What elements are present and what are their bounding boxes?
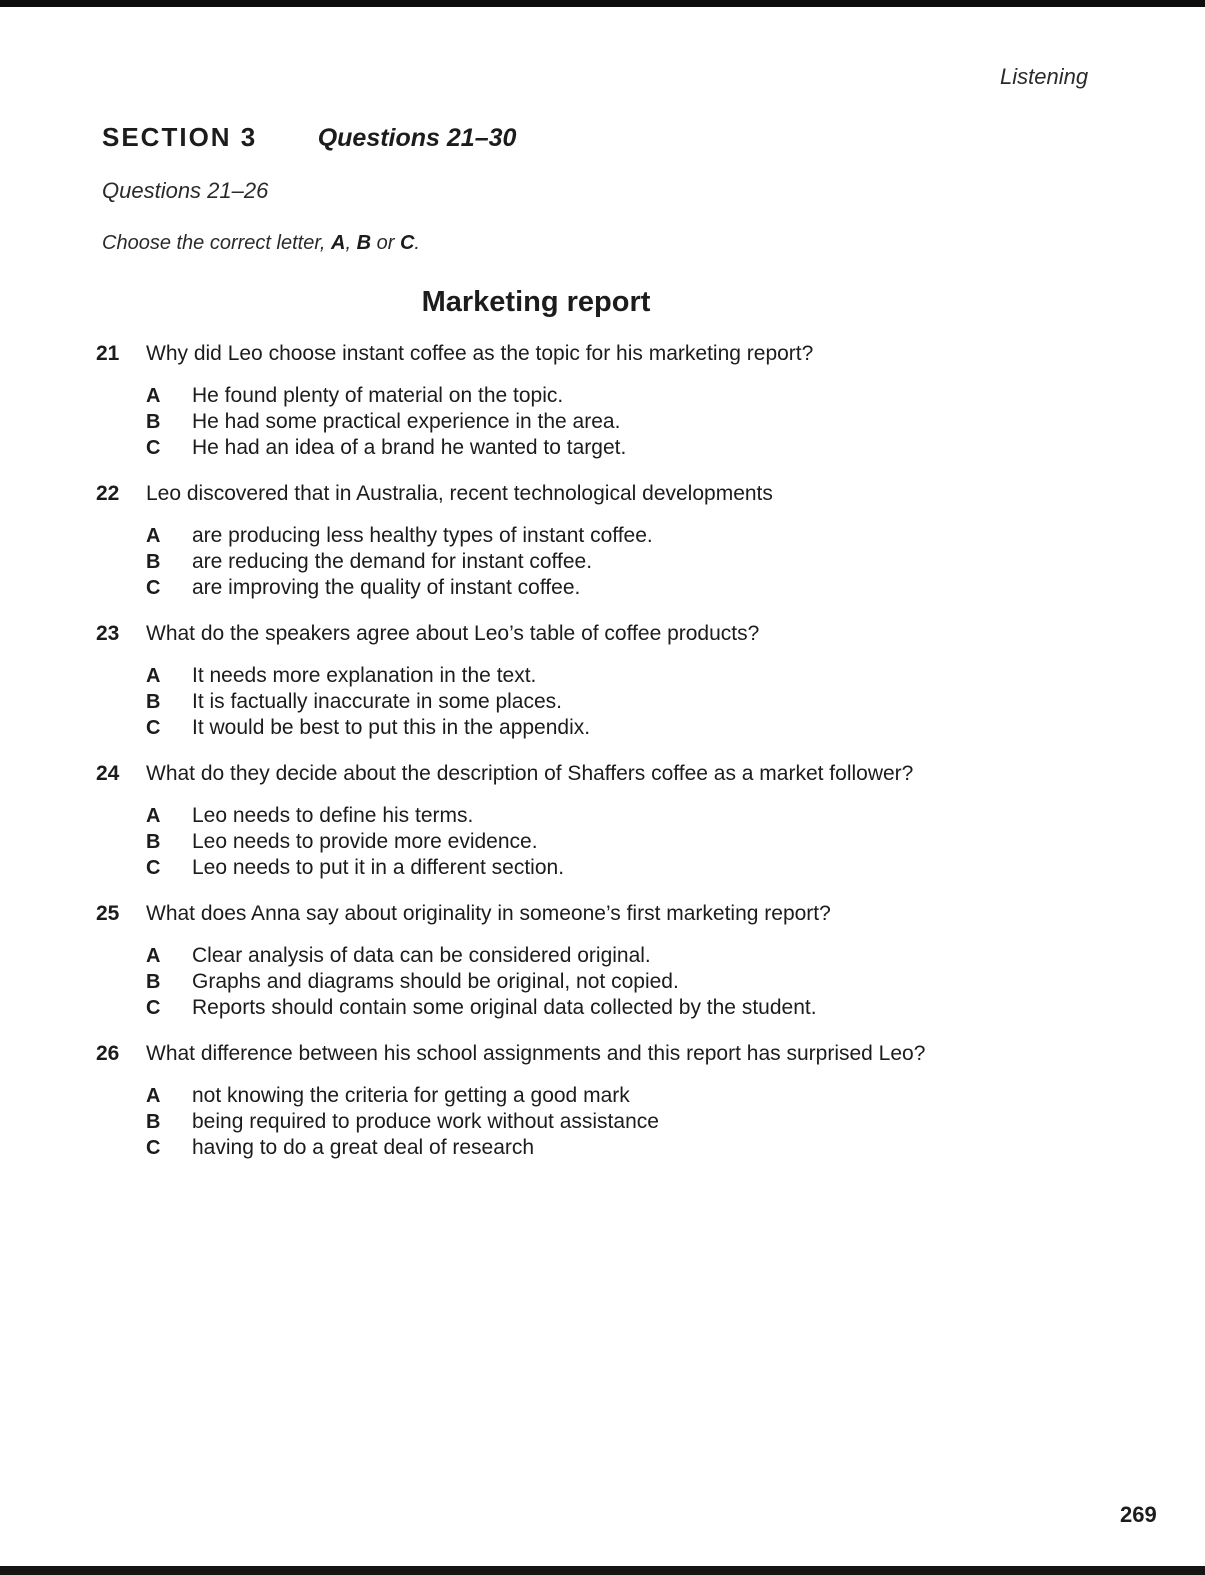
option-letter: B bbox=[146, 691, 161, 713]
question-26 bbox=[96, 1041, 976, 1161]
answer-options bbox=[146, 943, 976, 1021]
option-a bbox=[146, 523, 976, 549]
option-c bbox=[146, 995, 976, 1021]
question-21 bbox=[96, 341, 976, 461]
option-text: Leo needs to put it in a different section. bbox=[192, 856, 565, 879]
section-question-range: Questions 21–30 bbox=[317, 124, 517, 152]
option-b bbox=[146, 829, 976, 855]
option-letter: A bbox=[146, 1085, 161, 1107]
option-letter: B bbox=[146, 411, 161, 433]
option-letter: C bbox=[146, 717, 161, 739]
option-text: are producing less healthy types of instant coffee. bbox=[192, 524, 653, 547]
question-text: What difference between his school assignments and this report has surprised Leo? bbox=[146, 1042, 926, 1065]
option-letter: B bbox=[146, 831, 161, 853]
option-b bbox=[146, 969, 976, 995]
option-a bbox=[146, 943, 976, 969]
option-text: are improving the quality of instant coffee. bbox=[192, 576, 581, 599]
question-stem bbox=[96, 621, 976, 647]
instruction-letter-c: C bbox=[399, 232, 415, 254]
instruction bbox=[102, 232, 420, 255]
option-letter: C bbox=[146, 997, 161, 1019]
option-letter: A bbox=[146, 665, 161, 687]
running-head: Listening bbox=[1000, 64, 1089, 89]
question-text: Why did Leo choose instant coffee as the topic for his marketing report? bbox=[146, 342, 814, 365]
option-letter: B bbox=[146, 1111, 161, 1133]
option-a bbox=[146, 663, 976, 689]
option-letter: C bbox=[146, 577, 161, 599]
option-text: He had an idea of a brand he wanted to target. bbox=[192, 436, 627, 459]
question-stem bbox=[96, 761, 976, 787]
instruction-letter-a: A bbox=[331, 232, 346, 254]
option-b bbox=[146, 1109, 976, 1135]
answer-options bbox=[146, 523, 976, 601]
option-text: It is factually inaccurate in some places. bbox=[192, 690, 563, 713]
option-letter: C bbox=[146, 437, 161, 459]
option-letter: A bbox=[146, 385, 161, 407]
question-number: 23 bbox=[96, 622, 120, 645]
question-list bbox=[96, 341, 976, 1181]
option-c bbox=[146, 435, 976, 461]
question-stem bbox=[96, 1041, 976, 1067]
option-b bbox=[146, 549, 976, 575]
question-number: 26 bbox=[96, 1042, 120, 1065]
option-text: are reducing the demand for instant coffee. bbox=[192, 550, 593, 573]
option-text: He had some practical experience in the area. bbox=[192, 410, 621, 433]
question-stem bbox=[96, 481, 976, 507]
question-text: What do they decide about the description of Shaffers coffee as a market follower? bbox=[146, 762, 914, 785]
question-number: 21 bbox=[96, 342, 120, 365]
option-letter: A bbox=[146, 525, 161, 547]
question-number: 22 bbox=[96, 482, 120, 505]
report-title: Marketing report bbox=[421, 286, 651, 318]
question-stem bbox=[96, 901, 976, 927]
answer-options bbox=[146, 803, 976, 881]
question-22 bbox=[96, 481, 976, 601]
option-c bbox=[146, 715, 976, 741]
question-number: 25 bbox=[96, 902, 120, 925]
option-letter: C bbox=[146, 1137, 161, 1159]
option-text: He found plenty of material on the topic. bbox=[192, 384, 564, 407]
option-letter: A bbox=[146, 945, 161, 967]
answer-options bbox=[146, 1083, 976, 1161]
option-letter: B bbox=[146, 971, 161, 993]
instruction-or: or bbox=[376, 232, 395, 254]
option-text: Graphs and diagrams should be original, not copied. bbox=[192, 970, 679, 993]
option-a bbox=[146, 1083, 976, 1109]
option-text: not knowing the criteria for getting a good mark bbox=[192, 1084, 630, 1107]
option-a bbox=[146, 383, 976, 409]
option-letter: C bbox=[146, 857, 161, 879]
option-text: being required to produce work without assistance bbox=[192, 1110, 659, 1133]
question-text: Leo discovered that in Australia, recent technological developments bbox=[146, 482, 773, 505]
scan-top-edge bbox=[0, 0, 1205, 7]
scan-bottom-edge bbox=[0, 1566, 1205, 1575]
instruction-prefix: Choose the correct letter, bbox=[102, 232, 326, 254]
option-text: Clear analysis of data can be considered original. bbox=[192, 944, 651, 967]
option-letter: B bbox=[146, 551, 161, 573]
option-text: It needs more explanation in the text. bbox=[192, 664, 537, 687]
answer-options bbox=[146, 663, 976, 741]
option-c bbox=[146, 575, 976, 601]
instruction-comma: , bbox=[345, 232, 352, 254]
option-c bbox=[146, 855, 976, 881]
question-25 bbox=[96, 901, 976, 1021]
question-24 bbox=[96, 761, 976, 881]
question-stem bbox=[96, 341, 976, 367]
option-b bbox=[146, 689, 976, 715]
question-text: What does Anna say about originality in someone’s first marketing report? bbox=[146, 902, 831, 925]
section-label: SECTION 3 bbox=[102, 122, 258, 152]
question-number: 24 bbox=[96, 762, 120, 785]
option-a bbox=[146, 803, 976, 829]
question-text: What do the speakers agree about Leo’s table of coffee products? bbox=[146, 622, 760, 645]
subsection-question-range: Questions 21–26 bbox=[102, 178, 269, 203]
option-letter: A bbox=[146, 805, 161, 827]
page-number: 269 bbox=[1120, 1502, 1157, 1527]
question-23 bbox=[96, 621, 976, 741]
option-b bbox=[146, 409, 976, 435]
answer-options bbox=[146, 383, 976, 461]
option-text: having to do a great deal of research bbox=[192, 1136, 535, 1159]
option-text: Leo needs to provide more evidence. bbox=[192, 830, 538, 853]
option-text: It would be best to put this in the appendix. bbox=[192, 716, 591, 739]
option-text: Reports should contain some original data collected by the student. bbox=[192, 996, 817, 1019]
option-text: Leo needs to define his terms. bbox=[192, 804, 474, 827]
instruction-letter-b: B bbox=[356, 232, 372, 254]
section-heading bbox=[102, 122, 516, 153]
instruction-end: . bbox=[414, 232, 420, 254]
option-c bbox=[146, 1135, 976, 1161]
